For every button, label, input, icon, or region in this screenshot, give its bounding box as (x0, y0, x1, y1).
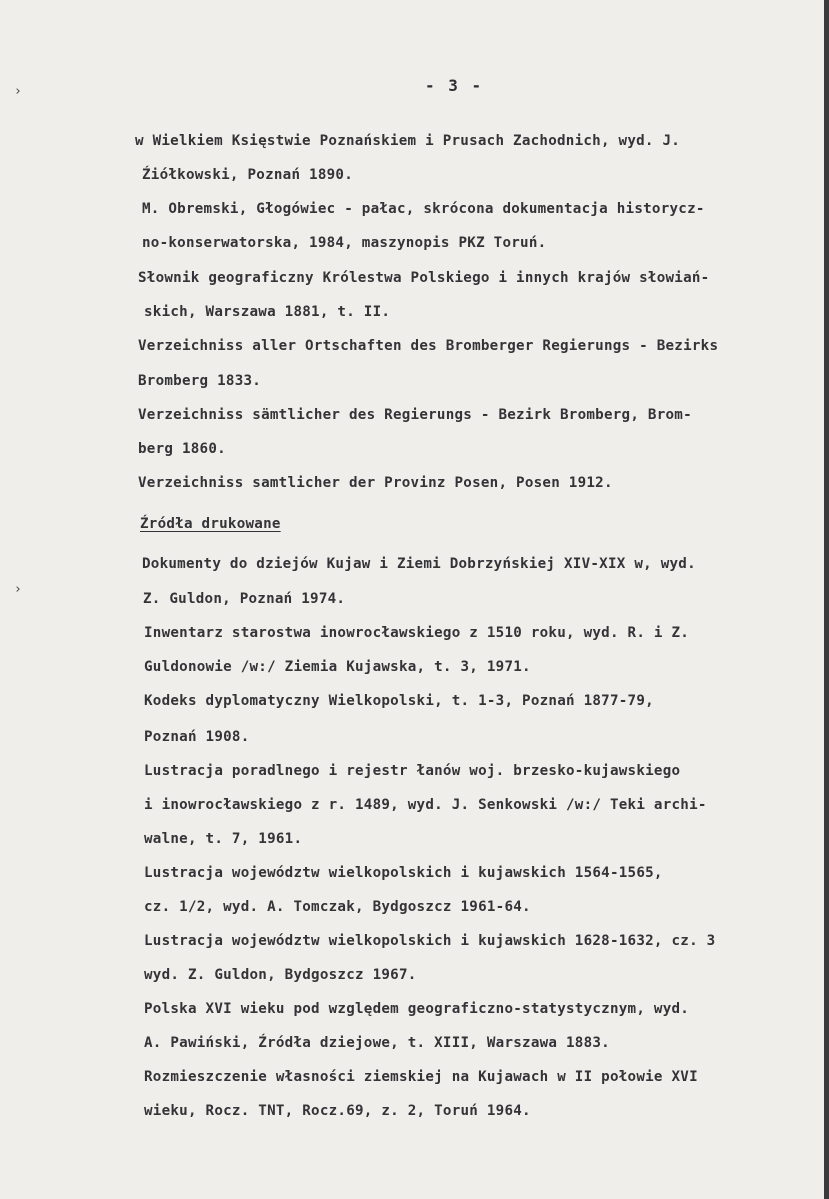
bibliography-line: M. Obremski, Głogówiec - pałac, skrócona dokumentacja historycz- (142, 201, 705, 217)
bibliography-line: Guldonowie /w:/ Ziemia Kujawska, t. 3, 1971. (144, 659, 531, 675)
bibliography-line: Bromberg 1833. (138, 373, 262, 389)
bibliography-line: Słownik geograficzny Królestwa Polskiego i innych krajów słowiań- (138, 270, 710, 286)
bibliography-line: Lustracja województw wielkopolskich i kujawskich 1564-1565, (144, 865, 663, 881)
bibliography-line: Lustracja poradlnego i rejestr łanów woj. brzesko-kujawskiego (144, 763, 681, 779)
bibliography-line: Verzeichniss sämtlicher des Regierungs - Bezirk Bromberg, Brom- (138, 407, 692, 423)
bibliography-line: walne, t. 7, 1961. (144, 831, 303, 847)
margin-mark: › (14, 582, 22, 597)
bibliography-line: Dokumenty do dziejów Kujaw i Ziemi Dobrzyńskiej XIV-XIX w, wyd. (142, 556, 696, 572)
bibliography-line: Rozmieszczenie własności ziemskiej na Kujawach w II połowie XVI (144, 1069, 698, 1085)
bibliography-line: i inowrocławskiego z r. 1489, wyd. J. Senkowski /w:/ Teki archi- (144, 797, 707, 813)
bibliography-line: Z. Guldon, Poznań 1974. (143, 591, 346, 607)
bibliography-line: wyd. Z. Guldon, Bydgoszcz 1967. (144, 967, 417, 983)
bibliography-line: skich, Warszawa 1881, t. II. (144, 304, 391, 320)
bibliography-line: Lustracja województw wielkopolskich i kujawskich 1628-1632, cz. 3 (144, 933, 716, 949)
bibliography-line: no-konserwatorska, 1984, maszynopis PKZ Toruń. (142, 235, 547, 251)
bibliography-line: Verzeichniss samtlicher der Provinz Posen, Posen 1912. (138, 475, 613, 491)
section-heading: Źródła drukowane (140, 516, 281, 532)
bibliography-line: w Wielkiem Księstwie Poznańskiem i Prusach Zachodnich, wyd. J. (135, 133, 681, 149)
bibliography-line: Polska XVI wieku pod względem geograficzno-statystycznym, wyd. (144, 1001, 690, 1017)
bibliography-line: Kodeks dyplomatyczny Wielkopolski, t. 1-3, Poznań 1877-79, (144, 693, 654, 709)
margin-mark: › (14, 84, 22, 99)
bibliography-line: Verzeichniss aller Ortschaften des Bromberger Regierungs - Bezirks (138, 338, 719, 354)
bibliography-line: wieku, Rocz. TNT, Rocz.69, z. 2, Toruń 1964. (144, 1103, 531, 1119)
bibliography-line: Źiółkowski, Poznań 1890. (142, 167, 353, 183)
bibliography-line: berg 1860. (138, 441, 226, 457)
page-number: - 3 - (425, 76, 484, 95)
bibliography-line: cz. 1/2, wyd. A. Tomczak, Bydgoszcz 1961-64. (144, 899, 531, 915)
bibliography-line: Inwentarz starostwa inowrocławskiego z 1510 roku, wyd. R. i Z. (144, 625, 690, 641)
bibliography-line: A. Pawiński, Źródła dziejowe, t. XIII, Warszawa 1883. (144, 1035, 610, 1051)
bibliography-line: Poznań 1908. (144, 729, 250, 745)
